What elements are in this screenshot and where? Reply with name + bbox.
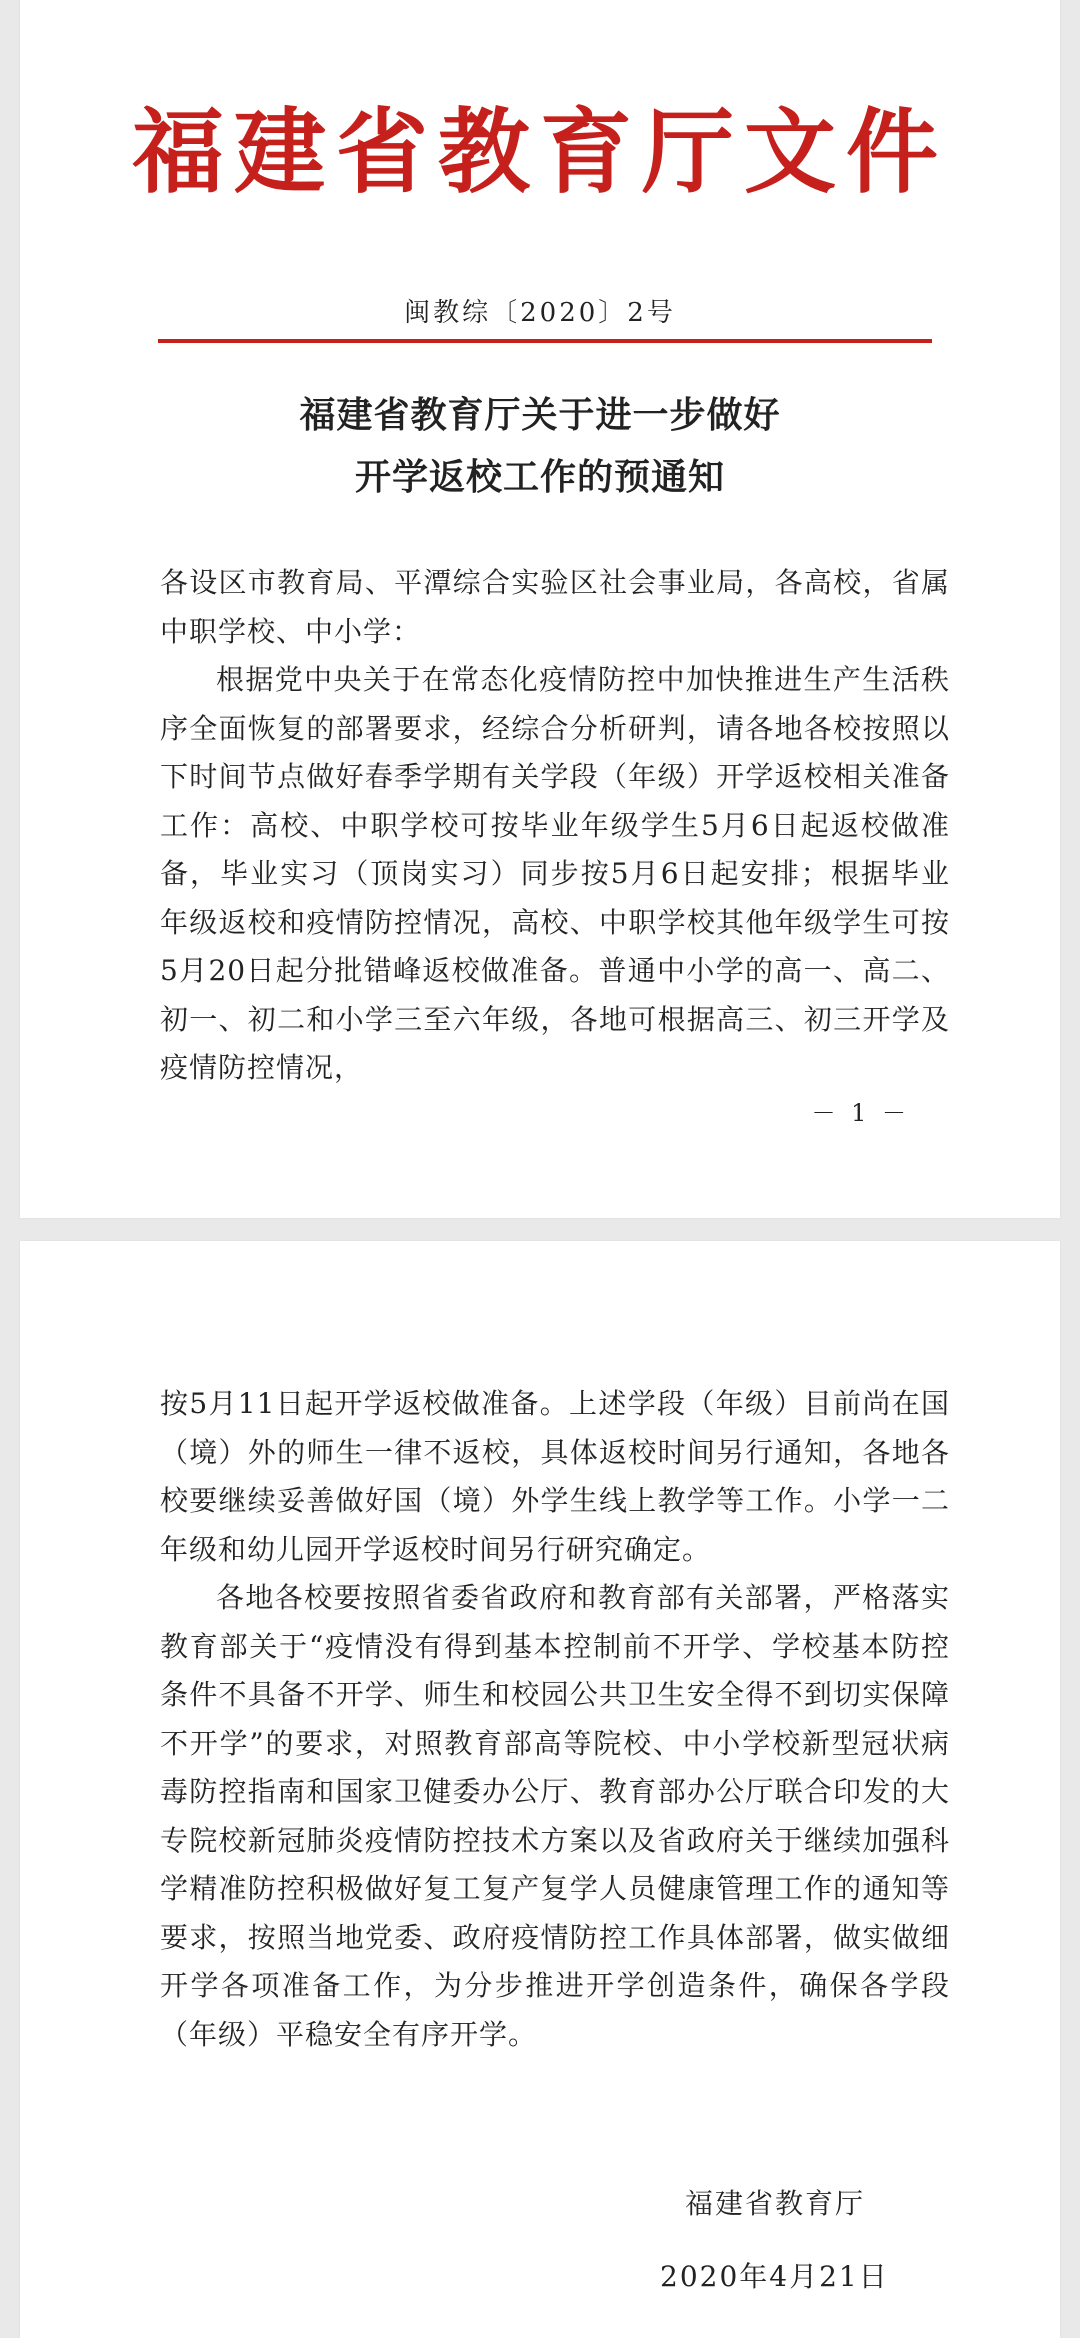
document-page-2 xyxy=(20,1241,1060,2338)
notice-title-line1: 福建省教育厅关于进一步做好 xyxy=(299,394,781,436)
salutation: 各设区市教育局、平潭综合实验区社会事业局，各高校，省属中职学校、中小学： xyxy=(160,566,950,648)
signature-agency: 福建省教育厅 xyxy=(685,2187,866,2220)
document-number: 闽教综〔2020〕2号 xyxy=(404,298,676,328)
notice-title xyxy=(20,384,1060,508)
agency-title: 福建省教育厅文件 xyxy=(131,98,948,206)
body-paragraph-1: 根据党中央关于在常态化疫情防控中加快推进生产生活秩序全面恢复的部署要求，经综合分析研判，请各地各校按照以下时间节点做好春季学期有关学段（年级）开学返校相关准备工作：高校、中职学校可按毕业年级学生5月6日起返校做准备，毕业实习（顶岗实习）同步按5月6日起安排；根据毕业年级返校和疫情防控情况，高校、中职学校其他年级学生可按5月20日起分批错峰返校做准备。普通中小学的高一、高二、初一、初二和小学三至六年级，各地可根据高三、初三开学及疫情防控情况， xyxy=(160,663,950,1084)
document-page-1 xyxy=(20,0,1060,1218)
page-number: － 1 － xyxy=(811,1099,910,1127)
red-divider xyxy=(158,339,932,343)
body-paragraph-1-continued: 按5月11日起开学返校做准备。上述学段（年级）目前尚在国（境）外的师生一律不返校，具体返校时间另行通知，各地各校要继续妥善做好国（境）外学生线上教学等工作。小学一二年级和幼儿园开学返校时间另行研究确定。 xyxy=(160,1387,950,1566)
body-paragraph-2: 各地各校要按照省委省政府和教育部有关部署，严格落实教育部关于“疫情没有得到基本控制前不开学、学校基本防控条件不具备不开学、师生和校园公共卫生安全得不到切实保障不开学”的要求，对照教育部高等院校、中小学校新型冠状病毒防控指南和国家卫健委办公厅、教育部办公厅联合印发的大专院校新冠肺炎疫情防控技术方案以及省政府关于继续加强科学精准防控积极做好复工复产复学人员健康管理工作的通知等要求，按照当地党委、政府疫情防控工作具体部署，做实做细开学各项准备工作，为分步推进开学创造条件，确保各学段（年级）平稳安全有序开学。 xyxy=(160,1581,950,2051)
signature-date: 2020年4月21日 xyxy=(660,2260,889,2293)
notice-title-line2: 开学返校工作的预通知 xyxy=(354,456,725,498)
